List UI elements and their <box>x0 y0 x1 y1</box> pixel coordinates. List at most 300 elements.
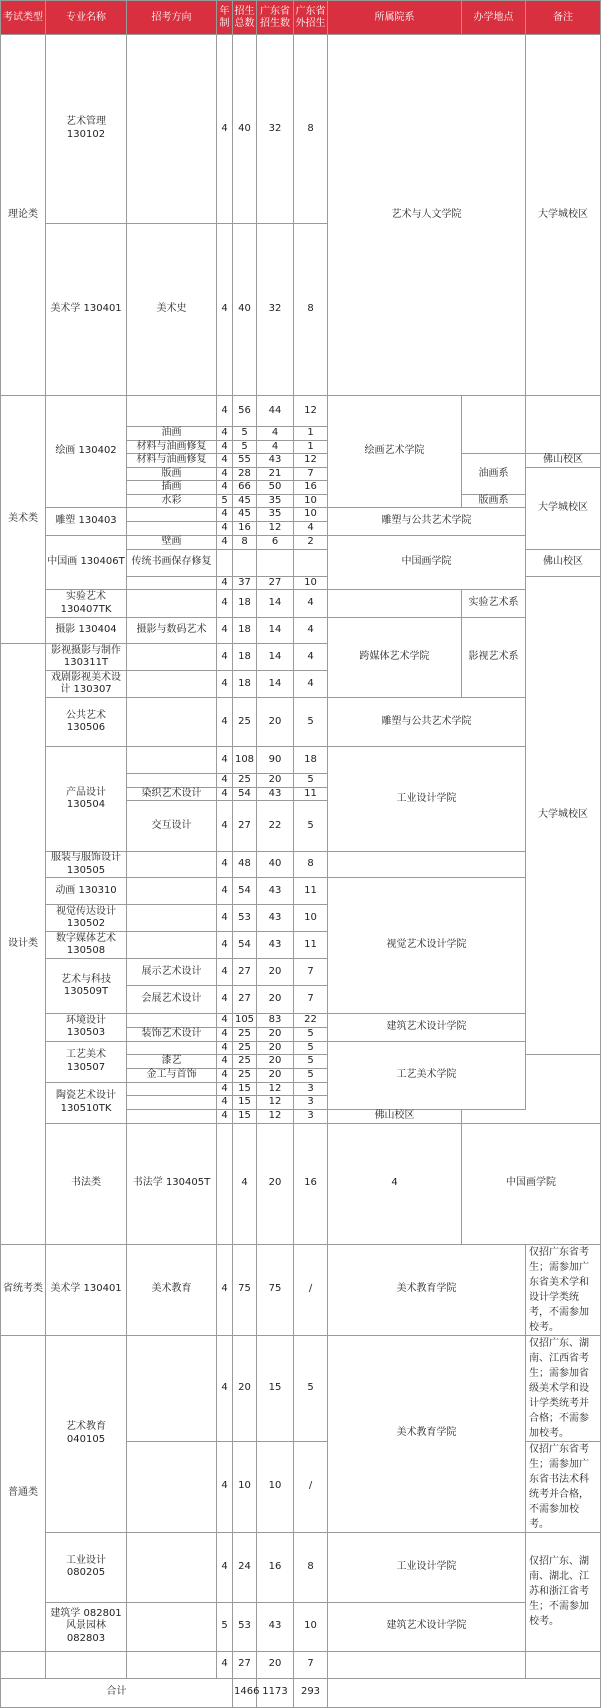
table-cell: 18 <box>233 618 257 644</box>
table-body <box>1 35 601 1708</box>
table-cell: 4 <box>257 440 294 454</box>
column-header: 广东省外招生 <box>294 1 328 35</box>
table-cell: 5 <box>294 1068 328 1082</box>
table-cell: 40 <box>233 223 257 395</box>
table-cell <box>127 878 217 905</box>
table-cell: 4 <box>217 1335 233 1441</box>
table-cell: 10 <box>294 1602 328 1651</box>
table-cell: 50 <box>257 481 294 495</box>
table-cell: 4 <box>294 590 328 618</box>
table-cell: 32 <box>257 223 294 395</box>
table-cell: 染织艺术设计 <box>127 787 217 801</box>
table-cell: 书法学 130405T <box>127 1123 217 1244</box>
table-cell: 27 <box>233 801 257 852</box>
table-cell: 跨媒体艺术学院 <box>328 618 462 698</box>
table-cell: 40 <box>257 852 294 878</box>
table-cell <box>127 1096 217 1110</box>
table-row <box>1 508 601 522</box>
table-cell <box>127 747 217 774</box>
table-cell: 书法类 <box>46 1123 127 1244</box>
table-row <box>1 747 601 774</box>
column-header: 广东省招生数 <box>257 1 294 35</box>
table-cell: 53 <box>233 905 257 932</box>
table-cell: 20 <box>257 986 294 1014</box>
table-cell: 雕塑 130403 <box>46 508 127 536</box>
table-cell <box>127 1014 217 1028</box>
table-cell <box>217 1123 233 1244</box>
table-cell: 10 <box>233 1441 257 1532</box>
column-header: 备注 <box>526 1 601 35</box>
table-cell: 4 <box>217 698 233 747</box>
table-cell: 4 <box>217 440 233 454</box>
table-cell: 4 <box>217 932 233 959</box>
table-cell <box>294 549 328 576</box>
table-cell: 3 <box>294 1082 328 1096</box>
table-cell: 5 <box>217 1602 233 1651</box>
table-cell <box>127 932 217 959</box>
table-cell <box>1 1651 46 1678</box>
table-cell <box>127 698 217 747</box>
table-cell <box>127 1082 217 1096</box>
table-cell: 环境设计 130503 <box>46 1014 127 1042</box>
table-cell: 产品设计 130504 <box>46 747 127 852</box>
table-cell: 20 <box>257 1068 294 1082</box>
table-cell: 7 <box>294 986 328 1014</box>
table-cell: 4 <box>294 618 328 644</box>
table-cell: 12 <box>257 1096 294 1110</box>
table-cell: 293 <box>294 1678 328 1707</box>
table-cell <box>328 1651 526 1678</box>
table-cell <box>526 396 601 454</box>
table-cell: 绘画 130402 <box>46 396 127 508</box>
remark-cell: 仅招广东省考生；需参加广东省美术学和设计学类统考，不需参加校考。 <box>526 1244 601 1335</box>
table-cell: 11 <box>294 878 328 905</box>
table-cell: 8 <box>294 1532 328 1602</box>
table-cell: 1 <box>294 427 328 441</box>
table-cell: 装饰艺术设计 <box>127 1027 217 1041</box>
table-cell: 43 <box>257 932 294 959</box>
table-cell: 5 <box>294 1041 328 1055</box>
table-cell: 20 <box>257 1041 294 1055</box>
table-cell: / <box>294 1441 328 1532</box>
table-cell: 15 <box>233 1110 257 1124</box>
table-cell: 插画 <box>127 481 217 495</box>
table-cell: 视觉传达设计 130502 <box>46 905 127 932</box>
table-row <box>1 618 601 644</box>
table-row <box>1 590 601 604</box>
table-cell <box>127 852 217 878</box>
table-cell: 25 <box>233 1055 257 1069</box>
table-cell: 设计类 <box>1 644 46 1245</box>
table-cell: 14 <box>257 618 294 644</box>
table-cell <box>127 521 217 535</box>
table-row <box>1 1123 601 1244</box>
table-cell <box>328 1678 601 1707</box>
table-cell: 3 <box>294 1096 328 1110</box>
table-cell: 10 <box>294 508 328 522</box>
table-cell: 工业设计学院 <box>328 1532 526 1602</box>
table-cell: 90 <box>257 747 294 774</box>
table-cell: 中国画学院 <box>462 1123 601 1244</box>
column-header: 所属院系 <box>328 1 462 35</box>
table-cell: 4 <box>217 852 233 878</box>
table-cell: 4 <box>217 467 233 481</box>
table-cell: 建筑艺术设计学院 <box>328 1602 526 1651</box>
table-cell: 27 <box>233 959 257 986</box>
table-cell: 35 <box>257 508 294 522</box>
column-header: 办学地点 <box>462 1 526 35</box>
table-cell <box>257 549 294 576</box>
table-cell: 8 <box>294 852 328 878</box>
table-cell: 8 <box>294 35 328 224</box>
table-cell <box>127 1441 217 1532</box>
column-header: 年制 <box>217 1 233 35</box>
table-cell: 27 <box>257 576 294 590</box>
table-cell: 10 <box>294 576 328 590</box>
table-cell: 18 <box>233 671 257 698</box>
table-cell: 16 <box>233 521 257 535</box>
table-cell: 4 <box>217 986 233 1014</box>
table-cell: 4 <box>217 590 233 618</box>
table-cell: 12 <box>294 396 328 427</box>
table-cell: 54 <box>233 932 257 959</box>
table-cell: 省统考类 <box>1 1244 46 1335</box>
table-cell: 4 <box>217 521 233 535</box>
table-cell <box>127 576 217 590</box>
table-cell: 艺术与科技 130509T <box>46 959 127 1014</box>
table-cell: 25 <box>233 1041 257 1055</box>
table-cell: 14 <box>257 671 294 698</box>
table-cell <box>46 1651 127 1678</box>
table-cell <box>127 671 217 698</box>
table-cell: 4 <box>217 787 233 801</box>
table-cell <box>526 1651 601 1678</box>
table-row <box>1 1532 601 1602</box>
table-cell: 105 <box>233 1014 257 1028</box>
table-cell <box>127 1532 217 1602</box>
table-row <box>1 535 601 549</box>
table-cell: 材料与油画修复 <box>127 454 217 468</box>
table-cell: 4 <box>217 1532 233 1602</box>
table-cell <box>328 590 462 618</box>
table-cell: 绘画艺术学院 <box>328 396 462 508</box>
table-cell <box>127 1110 217 1124</box>
table-cell: 7 <box>294 959 328 986</box>
table-cell: 艺术与人文学院 <box>328 35 526 396</box>
table-cell: 8 <box>294 223 328 395</box>
table-cell: 4 <box>233 1123 257 1244</box>
table-cell <box>217 549 233 576</box>
table-cell: 工艺美术学院 <box>328 1041 526 1110</box>
table-cell: 中国画学院 <box>328 535 526 590</box>
table-cell <box>127 1335 217 1441</box>
column-header: 招考方向 <box>127 1 217 35</box>
table-cell: 金工与首饰 <box>127 1068 217 1082</box>
table-cell: 4 <box>217 454 233 468</box>
table-cell: 5 <box>294 1335 328 1441</box>
table-cell: 12 <box>257 1110 294 1124</box>
table-cell: 10 <box>257 1441 294 1532</box>
table-cell: 工艺美术 130507 <box>46 1041 127 1082</box>
table-row <box>1 852 601 878</box>
table-cell: 83 <box>257 1014 294 1028</box>
table-cell: 美术教育学院 <box>328 1244 526 1335</box>
table-cell: 20 <box>257 959 294 986</box>
remark-cell: 仅招广东、湖南、江西省考生；需参加省级美术学和设计学类统考并合格；不需参加校考。 <box>526 1335 601 1441</box>
table-cell: 22 <box>257 801 294 852</box>
table-cell: 1 <box>294 440 328 454</box>
column-header: 考试类型 <box>1 1 46 35</box>
table-cell: 4 <box>217 576 233 590</box>
table-cell: 15 <box>233 1082 257 1096</box>
table-row <box>1 1335 601 1441</box>
table-row <box>1 1678 601 1707</box>
table-cell: 艺术管理 130102 <box>46 35 127 224</box>
table-cell: 数字媒体艺术 130508 <box>46 932 127 959</box>
table-cell: 11 <box>294 932 328 959</box>
table-cell: 理论类 <box>1 35 46 396</box>
table-cell: 4 <box>217 1014 233 1028</box>
table-cell: 4 <box>217 223 233 395</box>
table-cell: 14 <box>257 644 294 671</box>
table-cell <box>127 590 217 618</box>
table-cell: 75 <box>257 1244 294 1335</box>
table-cell: 大学城校区 <box>526 467 601 549</box>
table-cell <box>127 35 217 224</box>
table-cell: 5 <box>294 698 328 747</box>
table-cell: 4 <box>217 1110 233 1124</box>
column-header: 招生总数 <box>233 1 257 35</box>
table-cell: 大学城校区 <box>526 35 601 396</box>
table-cell: 影视艺术系 <box>462 618 526 698</box>
table-cell <box>127 774 217 788</box>
table-cell: 传统书画保存修复 <box>127 549 217 576</box>
table-cell: 5 <box>294 1027 328 1041</box>
table-cell: 5 <box>294 774 328 788</box>
table-cell: 35 <box>257 494 294 508</box>
table-cell: 28 <box>233 467 257 481</box>
table-cell: 4 <box>217 1027 233 1041</box>
table-row <box>1 1014 601 1028</box>
table-cell: 20 <box>257 774 294 788</box>
table-cell: 4 <box>257 427 294 441</box>
table-cell: 108 <box>233 747 257 774</box>
table-cell: 5 <box>233 440 257 454</box>
table-cell: 25 <box>233 774 257 788</box>
table-cell: 壁画 <box>127 535 217 549</box>
table-cell: 16 <box>294 481 328 495</box>
table-cell: 4 <box>217 801 233 852</box>
table-cell: 24 <box>233 1532 257 1602</box>
table-cell: 40 <box>233 35 257 224</box>
table-cell: 建筑艺术设计学院 <box>328 1014 526 1042</box>
table-cell <box>127 508 217 522</box>
table-cell: 56 <box>233 396 257 427</box>
table-row <box>1 878 601 905</box>
table-cell: 27 <box>233 986 257 1014</box>
table-cell: 32 <box>257 35 294 224</box>
table-cell: 会展艺术设计 <box>127 986 217 1014</box>
table-cell: 佛山校区 <box>526 454 601 468</box>
table-cell: 4 <box>294 671 328 698</box>
table-row <box>1 35 601 224</box>
table-cell: 美术教育 <box>127 1244 217 1335</box>
table-cell: 55 <box>233 454 257 468</box>
table-cell: 4 <box>217 1096 233 1110</box>
table-cell: 4 <box>217 1244 233 1335</box>
table-cell: 5 <box>294 801 328 852</box>
table-cell: 6 <box>257 535 294 549</box>
table-cell: 27 <box>233 1651 257 1678</box>
table-cell: 服装与服饰设计 130505 <box>46 852 127 878</box>
table-cell: 43 <box>257 454 294 468</box>
table-cell: 3 <box>294 1110 328 1124</box>
table-cell: 7 <box>294 467 328 481</box>
table-cell: 工业设计 080205 <box>46 1532 127 1602</box>
table-row <box>1 396 601 427</box>
table-cell: 48 <box>233 852 257 878</box>
table-cell: 大学城校区 <box>526 576 601 1055</box>
table-cell: 2 <box>294 535 328 549</box>
table-cell: 45 <box>233 508 257 522</box>
table-cell: 15 <box>257 1335 294 1441</box>
table-cell: 摄影 130404 <box>46 618 127 644</box>
table-cell: 工业设计学院 <box>328 747 526 852</box>
table-cell: 4 <box>217 1441 233 1532</box>
table-cell: 美术类 <box>1 396 46 644</box>
table-row <box>1 1602 601 1651</box>
table-cell: 版画系 <box>462 494 526 508</box>
table-cell: 16 <box>257 1532 294 1602</box>
table-cell <box>462 396 526 454</box>
table-cell: 20 <box>233 1335 257 1441</box>
table-cell: 4 <box>217 878 233 905</box>
table-cell: 5 <box>217 494 233 508</box>
table-cell: 4 <box>217 396 233 427</box>
table-cell: 20 <box>257 1055 294 1069</box>
table-cell: 版画 <box>127 467 217 481</box>
table-cell: 美术学 130401 <box>46 223 127 395</box>
table-cell <box>127 1651 217 1678</box>
table-cell <box>127 644 217 671</box>
table-cell: 8 <box>233 535 257 549</box>
table-cell: 4 <box>328 1123 462 1244</box>
table-cell: 12 <box>257 1082 294 1096</box>
table-cell: 4 <box>217 1651 233 1678</box>
table-cell: 4 <box>217 508 233 522</box>
table-row <box>1 1244 601 1335</box>
table-cell: 材料与油画修复 <box>127 440 217 454</box>
table-cell: 54 <box>233 878 257 905</box>
table-cell <box>233 549 257 576</box>
table-cell: 佛山校区 <box>328 1110 462 1124</box>
table-cell: 53 <box>233 1602 257 1651</box>
table-cell: 43 <box>257 878 294 905</box>
column-header: 专业名称 <box>46 1 127 35</box>
table-cell: 交互设计 <box>127 801 217 852</box>
table-cell: 14 <box>257 590 294 618</box>
table-cell: 43 <box>257 905 294 932</box>
table-cell: 4 <box>217 905 233 932</box>
table-cell: 44 <box>257 396 294 427</box>
table-cell: 25 <box>233 698 257 747</box>
table-cell: 影视摄影与制作 130311T <box>46 644 127 671</box>
table-cell: 1466 <box>233 1678 257 1707</box>
table-cell: 4 <box>217 959 233 986</box>
table-cell <box>127 1041 217 1055</box>
remark-cell: 仅招广东、湖南、湖北、江苏和浙江省考生；不需参加校考。 <box>526 1532 601 1651</box>
table-cell: 普通类 <box>1 1335 46 1651</box>
table-cell: 4 <box>217 671 233 698</box>
table-cell: 实验艺术 130407TK <box>46 590 127 618</box>
table-cell: 实验艺术系 <box>462 590 526 618</box>
table-cell: 美术史 <box>127 223 217 395</box>
table-cell: 20 <box>257 698 294 747</box>
table-cell: 25 <box>233 1027 257 1041</box>
table-cell: 油画系 <box>462 454 526 495</box>
table-cell: 22 <box>294 1014 328 1028</box>
table-cell: 1173 <box>257 1678 294 1707</box>
table-cell <box>127 905 217 932</box>
table-cell: 54 <box>233 787 257 801</box>
table-cell: 合计 <box>1 1678 233 1707</box>
table-cell: 20 <box>257 1123 294 1244</box>
table-cell: 43 <box>257 787 294 801</box>
table-cell: 美术教育学院 <box>328 1335 526 1532</box>
table-cell: 15 <box>233 1096 257 1110</box>
table-cell: 佛山校区 <box>526 549 601 576</box>
table-cell: 18 <box>233 590 257 618</box>
table-cell: 16 <box>294 1123 328 1244</box>
table-cell: 4 <box>217 644 233 671</box>
remark-cell: 仅招广东省考生；需参加广东省书法术科统考并合格，不需参加校考。 <box>526 1441 601 1532</box>
table-cell: 戏剧影视美术设计 130307 <box>46 671 127 698</box>
table-cell: 漆艺 <box>127 1055 217 1069</box>
table-cell: 油画 <box>127 427 217 441</box>
table-cell: 雕塑与公共艺术学院 <box>328 508 526 536</box>
table-cell: 4 <box>294 521 328 535</box>
table-cell: 4 <box>217 1082 233 1096</box>
table-cell: 5 <box>294 1055 328 1069</box>
table-cell: 4 <box>294 644 328 671</box>
table-cell: 视觉艺术设计学院 <box>328 878 526 1014</box>
table-cell: 4 <box>217 1068 233 1082</box>
table-cell: 陶瓷艺术设计 130510TK <box>46 1082 127 1123</box>
table-cell: 4 <box>217 35 233 224</box>
table-row <box>1 1651 601 1678</box>
table-cell: 4 <box>217 481 233 495</box>
table-cell: 10 <box>294 905 328 932</box>
table-cell: 公共艺术 130506 <box>46 698 127 747</box>
table-cell: 中国画 130406T <box>46 535 127 590</box>
table-cell: 66 <box>233 481 257 495</box>
table-cell: 5 <box>233 427 257 441</box>
table-cell <box>328 852 526 878</box>
table-cell: 动画 130310 <box>46 878 127 905</box>
table-cell <box>127 1602 217 1651</box>
table-cell: 美术学 130401 <box>46 1244 127 1335</box>
table-cell: 艺术教育 040105 <box>46 1335 127 1532</box>
table-cell: 4 <box>217 618 233 644</box>
table-cell: 展示艺术设计 <box>127 959 217 986</box>
table-cell: 12 <box>294 454 328 468</box>
table-cell: 21 <box>257 467 294 481</box>
table-cell: / <box>294 1244 328 1335</box>
table-cell: 4 <box>217 427 233 441</box>
table-cell: 20 <box>257 1651 294 1678</box>
table-header-row <box>1 1 601 35</box>
table-cell: 7 <box>294 1651 328 1678</box>
